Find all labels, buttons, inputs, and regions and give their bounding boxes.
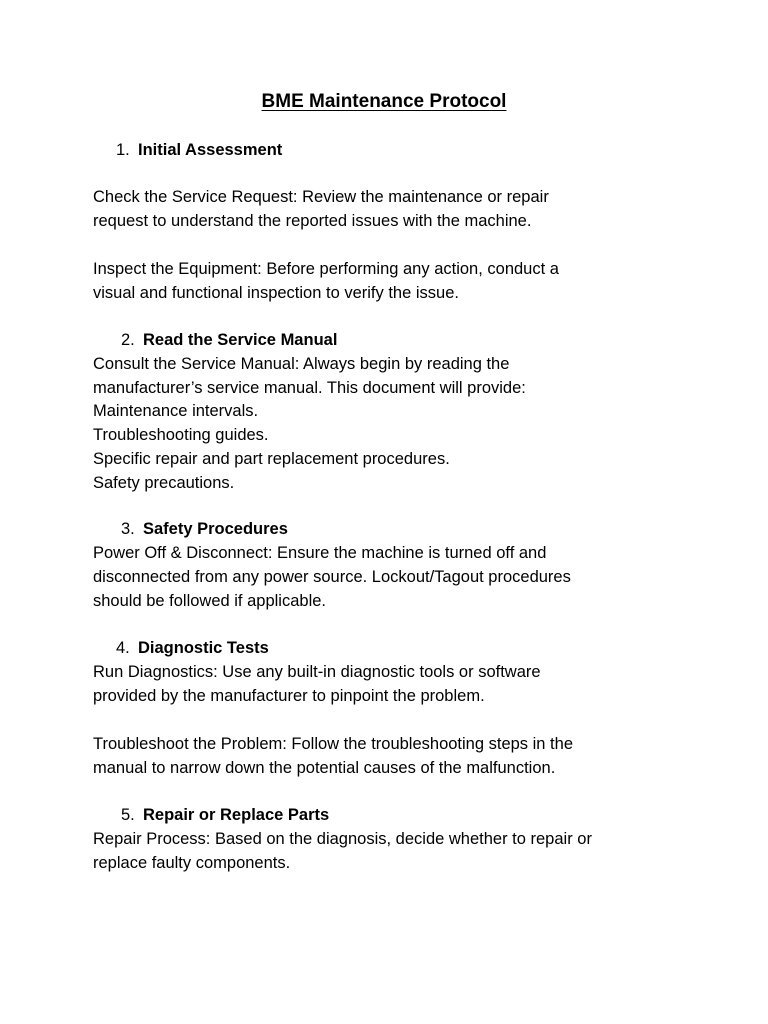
section-3-line-3: should be followed if applicable. <box>93 592 326 610</box>
section-number-3: 3. <box>121 520 135 538</box>
section-4-line-3: Troubleshoot the Problem: Follow the troubleshooting steps in the <box>93 735 573 753</box>
section-2-line-4: Troubleshooting guides. <box>93 426 269 444</box>
document-title-wrapper <box>0 90 768 114</box>
section-title-2: Read the Service Manual <box>143 331 338 349</box>
section-2-line-2: manufacturer’s service manual. This document will provide: <box>93 379 526 397</box>
section-5-line-1: Repair Process: Based on the diagnosis, decide whether to repair or <box>93 830 592 848</box>
section-2-line-5: Specific repair and part replacement procedures. <box>93 450 450 468</box>
section-number-1: 1. <box>116 141 130 159</box>
section-5-line-2: replace faulty components. <box>93 854 291 872</box>
section-number-2: 2. <box>121 331 135 349</box>
section-4-line-1: Run Diagnostics: Use any built-in diagnostic tools or software <box>93 663 541 681</box>
section-3-line-2: disconnected from any power source. Lockout/Tagout procedures <box>93 568 571 586</box>
section-1-line-1: Check the Service Request: Review the maintenance or repair <box>93 188 549 206</box>
section-1-line-4: visual and functional inspection to verify the issue. <box>93 284 459 302</box>
section-3-line-1: Power Off & Disconnect: Ensure the machine is turned off and <box>93 544 547 562</box>
section-heading-5 <box>121 804 329 826</box>
section-4-line-2: provided by the manufacturer to pinpoint the problem. <box>93 687 485 705</box>
section-number-4: 4. <box>116 639 130 657</box>
section-title-5: Repair or Replace Parts <box>143 806 330 824</box>
section-1-line-3: Inspect the Equipment: Before performing any action, conduct a <box>93 260 559 278</box>
section-2-line-1: Consult the Service Manual: Always begin by reading the <box>93 355 510 373</box>
section-title-1: Initial Assessment <box>138 141 283 159</box>
section-4-line-4: manual to narrow down the potential causes of the malfunction. <box>93 759 556 777</box>
section-1-line-2: request to understand the reported issues with the machine. <box>93 212 532 230</box>
section-2-line-3: Maintenance intervals. <box>93 402 259 420</box>
section-title-3: Safety Procedures <box>143 520 288 538</box>
section-heading-3 <box>121 518 288 540</box>
document-title: BME Maintenance Protocol <box>261 91 507 112</box>
section-heading-1 <box>116 139 282 161</box>
section-title-4: Diagnostic Tests <box>138 639 269 657</box>
section-2-line-6: Safety precautions. <box>93 474 235 492</box>
section-heading-2 <box>121 329 337 351</box>
section-number-5: 5. <box>121 806 135 824</box>
section-heading-4 <box>116 637 269 659</box>
